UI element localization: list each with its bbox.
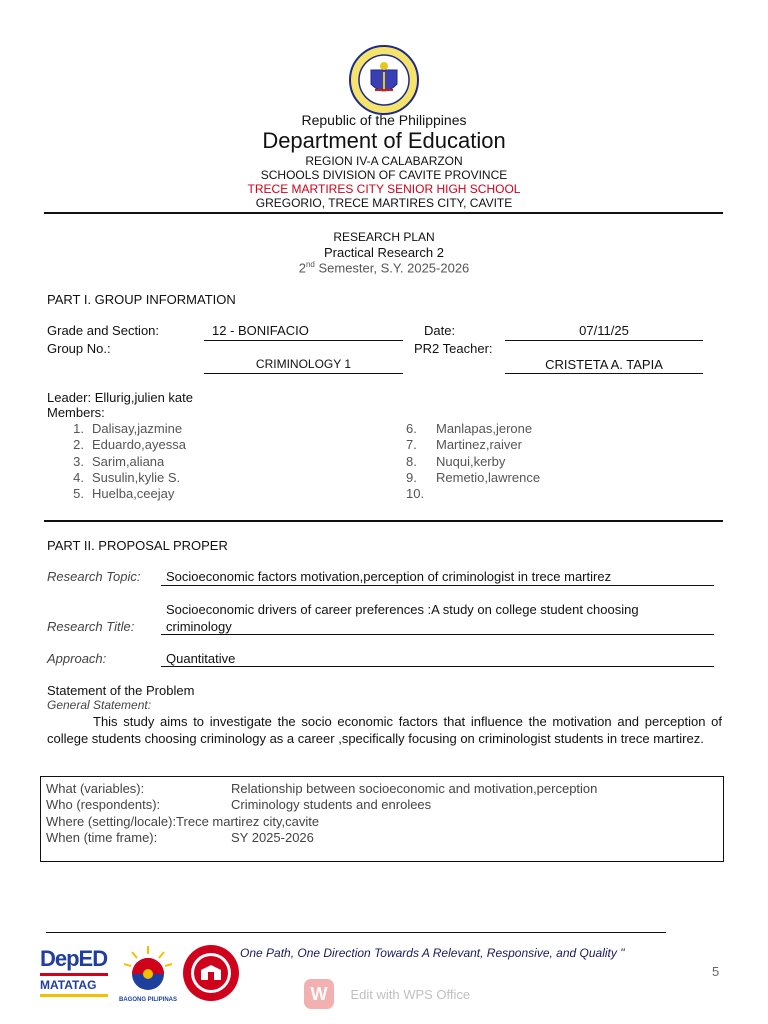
topic-underline <box>161 585 714 586</box>
school-seal-logo <box>182 944 240 1002</box>
teacher-underline <box>505 373 703 374</box>
what-label: What (variables): <box>46 781 145 796</box>
division-line: SCHOOLS DIVISION OF CAVITE PROVINCE <box>260 168 508 182</box>
republic-line: Republic of the Philippines <box>301 112 467 128</box>
bagong-pilipinas-logo <box>118 944 178 1002</box>
members-label: Members: <box>47 405 105 420</box>
member-item: 5. Huelba,ceejay <box>73 486 175 501</box>
department-title: Department of Education <box>262 128 506 153</box>
member-item: 7. Martinez,raiver <box>406 437 522 452</box>
region-line: REGION IV-A CALABARZON <box>305 154 463 168</box>
school-line: TRECE MARTIRES CITY SENIOR HIGH SCHOOL <box>247 182 521 196</box>
member-item: 9. Remetio,lawrence <box>406 470 541 485</box>
general-statement-text: This study aims to investigate the socio economic factors that influence the motivation and perception of college students choosing criminology as a career ,specifically focusing on criminologist students in trece martirez. <box>47 714 722 746</box>
approach-value: Quantitative <box>166 651 236 666</box>
bagong-pilipinas-text: BAGONG PILIPINAS <box>118 997 177 1003</box>
footer-divider <box>46 932 666 933</box>
group-value: CRIMINOLOGY 1 <box>255 357 352 371</box>
topic-label: Research Topic: <box>47 569 141 584</box>
grade-value: 12 - BONIFACIO <box>212 323 309 338</box>
header-divider <box>44 212 723 214</box>
member-item: 8. Nuqui,kerby <box>406 454 506 469</box>
member-item: 4. Susulin,kylie S. <box>73 470 181 485</box>
wps-watermark <box>304 979 470 1009</box>
variables-box <box>40 776 724 862</box>
when-value: SY 2025-2026 <box>231 830 314 845</box>
where-line: Where (setting/locale):Trece martirez city,cavite <box>46 814 320 829</box>
part1-divider <box>44 520 723 522</box>
who-label: Who (respondents): <box>46 797 161 812</box>
footer-motto: One Path, One Direction Towards A Relevant, Responsive, and Quality " <box>240 946 625 960</box>
when-label: When (time frame): <box>46 830 158 845</box>
date-label: Date: <box>424 323 456 338</box>
date-underline <box>505 340 703 341</box>
general-statement-label: General Statement: <box>47 698 152 712</box>
member-item: 10. <box>406 486 425 501</box>
member-item: 6. Manlapas,jerone <box>406 421 533 436</box>
teacher-value: CRISTETA A. TAPIA <box>545 357 663 372</box>
part2-heading: PART II. PROPOSAL PROPER <box>47 538 228 553</box>
title-label: Research Title: <box>47 619 135 634</box>
member-item: 3. Sarim,aliana <box>73 454 165 469</box>
plan-title: RESEARCH PLAN <box>333 230 435 244</box>
wps-watermark-text: Edit with WPS Office <box>350 986 471 1002</box>
page-number: 5 <box>712 964 720 979</box>
subject-line: Practical Research 2 <box>324 245 444 260</box>
teacher-label: PR2 Teacher: <box>414 341 493 356</box>
who-value: Criminology students and enrolees <box>231 797 432 812</box>
date-value: 07/11/25 <box>579 323 629 338</box>
address-line: GREGORIO, TRECE MARTIRES CITY, CAVITE <box>255 196 513 210</box>
semester-line: 2nd Semester, S.Y. 2025-2026 <box>298 260 470 276</box>
grade-label: Grade and Section: <box>47 323 160 338</box>
what-value: Relationship between socioeconomic and motivation,perception <box>231 781 598 796</box>
group-underline <box>204 373 403 374</box>
topic-value: Socioeconomic factors motivation,perception of criminologist in trece martirez <box>166 569 612 584</box>
matatag-wordmark: MATATAG <box>40 978 97 992</box>
title-value-line2: criminology <box>166 619 232 634</box>
deped-wordmark: DepED <box>40 946 108 971</box>
leader-line: Leader: Ellurig,julien kate <box>47 390 193 405</box>
deped-seal <box>348 44 420 116</box>
sop-heading: Statement of the Problem <box>47 683 195 698</box>
title-value-line1: Socioeconomic drivers of career preferences :A study on college student choosing <box>166 602 639 617</box>
title-underline <box>161 634 714 635</box>
group-label: Group No.: <box>47 341 111 356</box>
grade-underline <box>204 340 403 341</box>
approach-label: Approach: <box>47 651 107 666</box>
wps-logo-icon: W <box>304 979 334 1009</box>
approach-underline <box>161 666 714 667</box>
part1-heading: PART I. GROUP INFORMATION <box>47 292 236 307</box>
deped-matatag-logo <box>40 946 112 1000</box>
member-item: 1. Dalisay,jazmine <box>73 421 183 436</box>
member-item: 2. Eduardo,ayessa <box>73 437 186 452</box>
